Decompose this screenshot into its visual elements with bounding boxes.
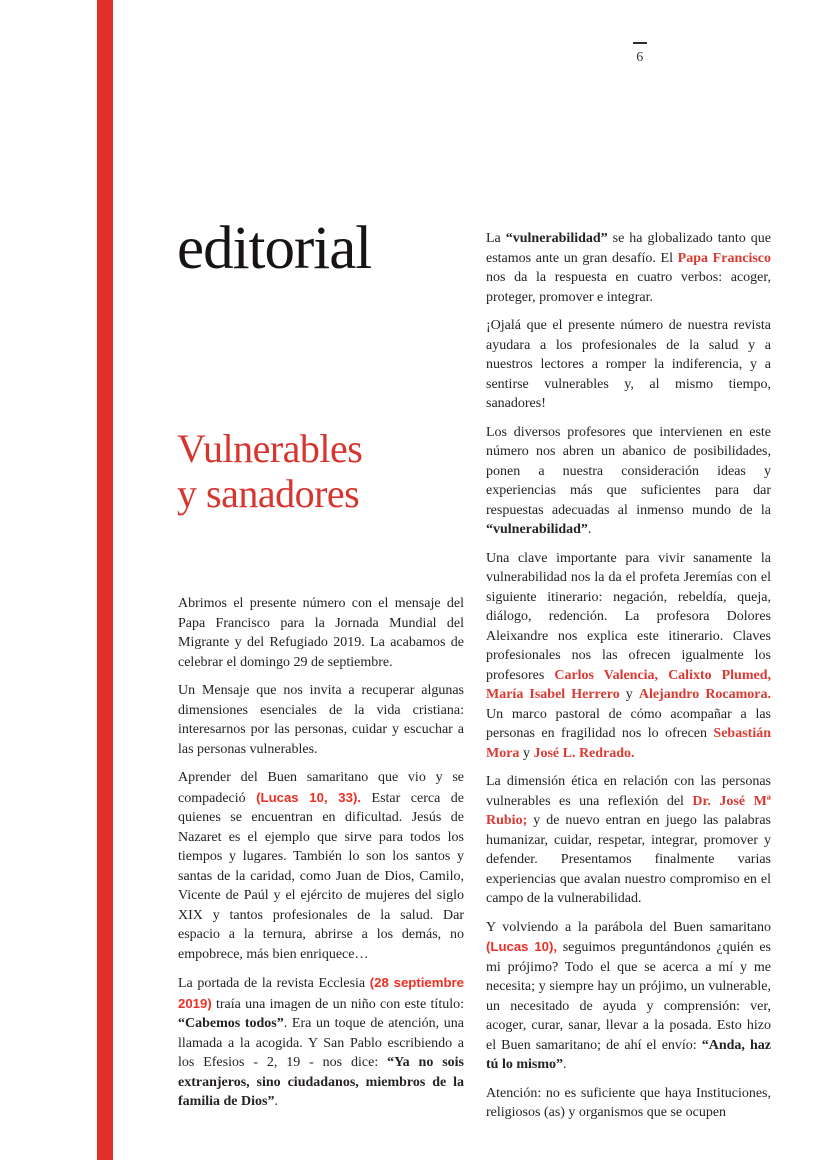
red-highlight-run: Sebastián Mora — [486, 726, 771, 761]
article-title-line1: Vulnerables — [177, 426, 363, 471]
text-run: La dimensión ética en relación con las personas vulnerables es una reflexión del — [486, 774, 771, 809]
text-run: Los diversos profesores que intervienen en este número nos abren un abanico de posibilidades, ponen a nuestra consideración ideas y experiencias más que suficientes para dar respuestas adecuadas al inmenso mundo de la — [486, 424, 771, 518]
paragraph — [486, 772, 771, 909]
text-run: . Era un toque de atención, una llamada a la acogida. Y San Pablo escribiendo a los Efesios - 2, 19 - nos dice: — [178, 1016, 464, 1070]
bold-text-run: “Anda, haz tú lo mismo” — [486, 1037, 771, 1072]
text-run: Abrimos el presente número con el mensaje del Papa Francisco para la Jornada Mundial del Migrante y del Refugiado 2019. La acabamos de celebrar el domingo 29 de septiembre. — [178, 596, 464, 670]
text-run: se ha globalizado tanto que estamos ante un gran desafío. El — [486, 231, 771, 266]
red-highlight-run: (28 septiembre 2019) — [178, 975, 464, 1011]
red-highlight-run: Dr. José Mª Rubio; — [486, 793, 771, 828]
text-run: traía una imagen de un niño con este título: — [211, 996, 464, 1012]
text-run: y de nuevo entran en juego las palabras humanizar, cuidar, respetar, integrar, promover y defender. Presentamos finalmente varias experiencias que avalan nuestro compromiso en el campo de la vulnerabilidad. — [486, 813, 771, 906]
red-accent-bar — [97, 0, 113, 1160]
text-run: . — [563, 1057, 567, 1072]
text-run: Un Mensaje que nos invita a recuperar algunas dimensiones esenciales de la vida cristiana: interesarnos por las personas, cuidar y escuchar a las personas vulnerables. — [178, 683, 464, 757]
paragraph — [178, 973, 464, 1112]
bold-text-run: “vulnerabilidad” — [505, 231, 608, 246]
text-run: La — [486, 231, 506, 246]
paragraph — [486, 229, 771, 307]
paragraph — [486, 423, 771, 540]
text-run: nos da la respuesta en cuatro verbos: acoger, proteger, promover e integrar. — [486, 270, 771, 305]
text-run: y — [619, 687, 639, 702]
page-folio — [631, 42, 649, 66]
text-run: La portada de la revista Ecclesia — [178, 976, 370, 991]
paragraph — [486, 549, 771, 764]
paragraph — [178, 768, 464, 964]
paragraph — [486, 1084, 771, 1123]
text-run: y — [519, 745, 534, 761]
text-run: seguimos preguntándonos ¿quién es mi prójimo? Todo el que se acerca a mí y me necesita; y siempre hay un prójimo, un vulnerable, un necesitado de ayuda y comprensión: ver, acoger, curar, sanar, llevar a la posada. Esto hizo el Buen samaritano; de ahí el envío: — [486, 940, 771, 1053]
text-run: ¡Ojalá que el presente número de nuestra revista ayudara a los profesionales de la salud y a nuestros lectores a romper la indiferencia, y a sentirse vulnerables y, al mismo tiempo, sanadores! — [486, 318, 771, 411]
paragraph — [178, 681, 464, 759]
section-title: editorial — [177, 215, 372, 282]
text-run: Y volviendo a la parábola del Buen samaritano — [486, 919, 771, 935]
paragraph — [178, 594, 464, 672]
page-number: 6 — [636, 50, 644, 65]
page-number-rule — [633, 42, 647, 44]
text-run: . — [274, 1094, 278, 1109]
paragraph — [486, 316, 771, 414]
red-highlight-run: Alejandro Rocamora. — [638, 687, 772, 702]
text-run: Aprender del Buen samaritano que vio y se compadeció — [178, 770, 464, 806]
text-run: Estar cerca de quienes se encuentran en dificultad. Jesús de Nazaret es el ejemplo que sirve para todos los tiempos y lugares. También lo son los santos y santas de la caridad, como Juan de Dios, Camilo, Vicente de Paúl y el ejército de mujeres del siglo XIX y tantos profesionales de la salud. Dar espacio a la ternura, abrirse a los demás, no empobrece, más bien enriquece… — [178, 790, 465, 962]
article-title — [177, 426, 362, 516]
paragraph — [486, 918, 771, 1075]
text-run: . — [587, 522, 592, 537]
red-highlight-run: (Lucas 10), — [486, 939, 558, 954]
bold-text-run: “Ya no sois extranjeros, sino ciudadanos, miembros de la familia de Dios” — [178, 1055, 464, 1109]
text-run: Atención: no es suficiente que haya Instituciones, religiosos (as) y organismos que se ocupen — [486, 1085, 771, 1120]
red-highlight-run: Papa Francisco — [677, 250, 771, 266]
column-left — [178, 594, 464, 1112]
bold-text-run: “vulnerabilidad” — [486, 522, 588, 537]
text-run: Una clave importante para vivir sanamente la vulnerabilidad nos la da el profeta Jeremías con el siguiente itinerario: negación, rebeldía, queja, diálogo, redención. La profesora Dolores Aleixandre nos explica este itinerario. Claves profesionales nos las ofrecen igualmente los profesores — [486, 550, 771, 683]
red-highlight-run: (Lucas 10, 33). — [256, 789, 362, 805]
column-right — [486, 229, 771, 1123]
article-title-line2: y sanadores — [177, 471, 360, 516]
text-run: Un marco pastoral de cómo acompañar a las personas en fragilidad nos lo ofrecen — [486, 706, 771, 741]
red-highlight-run: José L. Redrado. — [533, 745, 635, 761]
bold-text-run: “Cabemos todos” — [178, 1016, 284, 1031]
red-highlight-run: Carlos Valencia, Calixto Plumed, María Isabel Herrero — [486, 667, 772, 702]
